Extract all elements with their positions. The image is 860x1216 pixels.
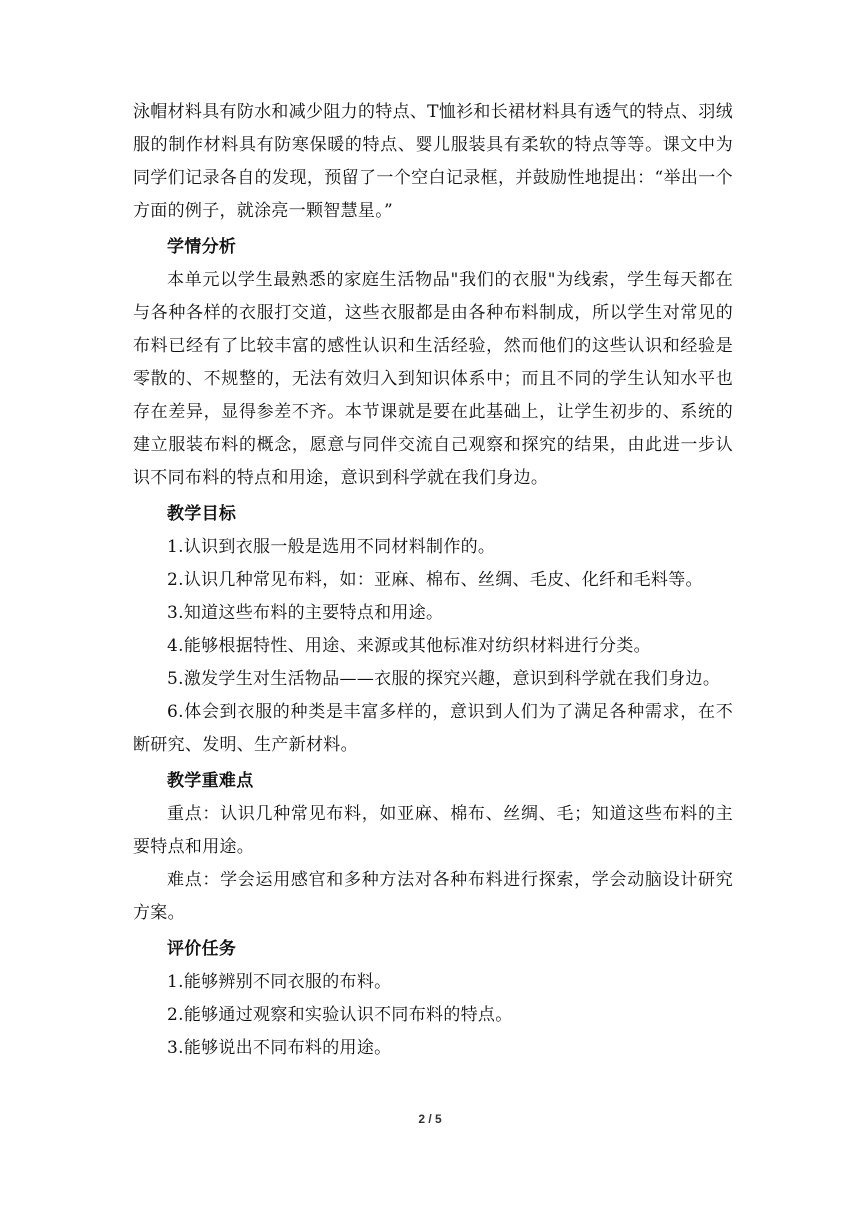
list-item: 1.认识到衣服一般是选用不同材料制作的。 <box>167 537 496 557</box>
evaluation-list <box>133 966 733 1065</box>
list-item: 6.体会到衣服的种类是丰富多样的，意识到人们为了满足各种需求，在不断研究、发明、生产新材料。 <box>133 702 733 755</box>
key-points-difficulty: 难点：学会运用感官和多种方法对各种布料进行探索，学会动脑设计研究方案。 <box>133 870 733 923</box>
document-page <box>133 96 733 1065</box>
list-item: 4.能够根据特性、用途、来源或其他标准对纺织材料进行分类。 <box>167 636 651 656</box>
key-points-focus: 重点：认识几种常见布料，如亚麻、棉布、丝绸、毛；知道这些布料的主要特点和用途。 <box>133 804 733 857</box>
teaching-goals-list <box>133 531 733 762</box>
evaluation-heading: 评价任务 <box>167 939 237 959</box>
page-number: 2 / 5 <box>418 1112 442 1126</box>
teaching-goals-heading: 教学目标 <box>167 504 237 524</box>
list-item: 5.激发学生对生活物品——衣服的探究兴趣，意识到科学就在我们身边。 <box>167 669 721 689</box>
list-item: 1.能够辨别不同衣服的布料。 <box>167 972 392 992</box>
list-item: 3.知道这些布料的主要特点和用途。 <box>167 603 444 623</box>
student-analysis-paragraph: 本单元以学生最熟悉的家庭生活物品"我们的衣服"为线索，学生每天都在与各种各样的衣服打交道，这些衣服都是由各种布料制成，所以学生对常见的布料已经有了比较丰富的感性认识和生活经验，然而他们的这些认识和经验是零散的、不规整的，无法有效归入到知识体系中；而且不同的学生认知水平也存在差异，显得参差不齐。本节课就是要在此基础上，让学生初步的、系统的建立服装布料的概念，愿意与同伴交流自己观察和探究的结果，由此进一步认识不同布料的特点和用途，意识到科学就在我们身边。 <box>133 270 733 488</box>
student-analysis-heading: 学情分析 <box>167 237 237 257</box>
list-item: 3.能够说出不同布料的用途。 <box>167 1038 392 1058</box>
intro-continuation-paragraph: 泳帽材料具有防水和减少阻力的特点、T恤衫和长裙材料具有透气的特点、羽绒服的制作材料具有防寒保暖的特点、婴儿服装具有柔软的特点等等。课文中为同学们记录各自的发现，预留了一个空白记录框，并鼓励性地提出：“举出一个方面的例子，就涂亮一颗智慧星。” <box>133 102 733 221</box>
key-points-heading: 教学重难点 <box>167 771 254 791</box>
list-item: 2.能够通过观察和实验认识不同布料的特点。 <box>167 1005 513 1025</box>
list-item: 2.认识几种常见布料，如：亚麻、棉布、丝绸、毛皮、化纤和毛料等。 <box>167 570 703 590</box>
